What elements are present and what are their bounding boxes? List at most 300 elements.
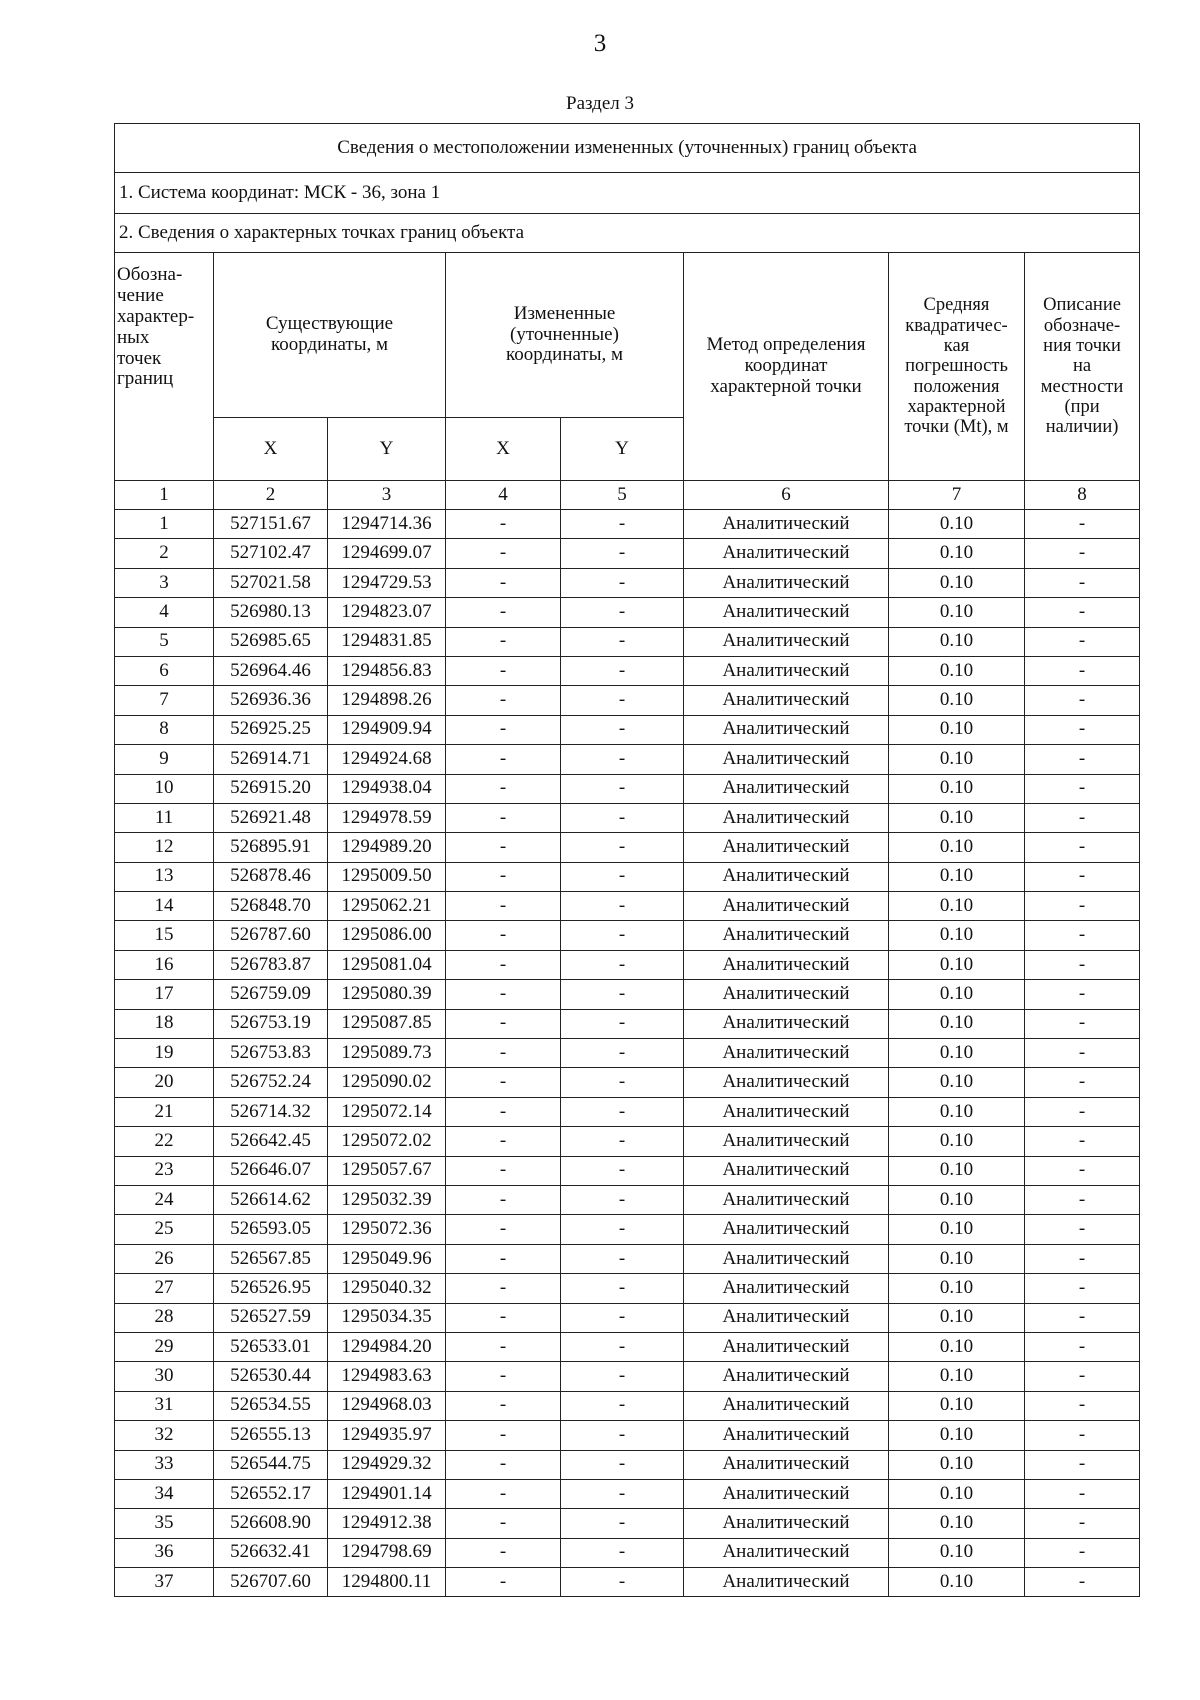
cell-method: Аналитический bbox=[684, 745, 889, 774]
cell-existing-y: 1295057.67 bbox=[328, 1156, 446, 1185]
cell-changed-y: - bbox=[561, 568, 684, 597]
cell-description: - bbox=[1025, 1509, 1140, 1538]
cell-error: 0.10 bbox=[889, 1156, 1025, 1185]
cell-changed-x: - bbox=[446, 1479, 561, 1508]
cell-changed-y: - bbox=[561, 1039, 684, 1068]
cell-error: 0.10 bbox=[889, 1568, 1025, 1597]
cell-changed-x: - bbox=[446, 1332, 561, 1361]
cell-existing-y: 1294983.63 bbox=[328, 1362, 446, 1391]
cell-existing-y: 1294823.07 bbox=[328, 598, 446, 627]
cell-changed-x: - bbox=[446, 833, 561, 862]
table-row bbox=[115, 1509, 1140, 1538]
table-body bbox=[115, 510, 1140, 1597]
cell-existing-x: 526936.36 bbox=[214, 686, 328, 715]
cell-point-id: 20 bbox=[115, 1068, 214, 1097]
cell-changed-x: - bbox=[446, 715, 561, 744]
cell-error: 0.10 bbox=[889, 1185, 1025, 1214]
coordinate-system: 1. Система координат: МСК - 36, зона 1 bbox=[115, 173, 1140, 214]
cell-changed-x: - bbox=[446, 1068, 561, 1097]
cell-existing-y: 1294909.94 bbox=[328, 715, 446, 744]
cell-point-id: 32 bbox=[115, 1421, 214, 1450]
cell-method: Аналитический bbox=[684, 1068, 889, 1097]
table-row bbox=[115, 715, 1140, 744]
cell-point-id: 24 bbox=[115, 1185, 214, 1214]
column-number: 2 bbox=[214, 481, 328, 510]
cell-error: 0.10 bbox=[889, 1538, 1025, 1567]
cell-changed-y: - bbox=[561, 1450, 684, 1479]
cell-point-id: 33 bbox=[115, 1450, 214, 1479]
table-row bbox=[115, 656, 1140, 685]
cell-error: 0.10 bbox=[889, 1215, 1025, 1244]
cell-point-id: 23 bbox=[115, 1156, 214, 1185]
cell-error: 0.10 bbox=[889, 1039, 1025, 1068]
cell-existing-x: 526753.83 bbox=[214, 1039, 328, 1068]
table-row bbox=[115, 862, 1140, 891]
table-row bbox=[115, 1068, 1140, 1097]
cell-existing-x: 526707.60 bbox=[214, 1568, 328, 1597]
cell-description: - bbox=[1025, 1068, 1140, 1097]
cell-existing-y: 1295040.32 bbox=[328, 1274, 446, 1303]
cell-changed-y: - bbox=[561, 774, 684, 803]
cell-method: Аналитический bbox=[684, 1391, 889, 1420]
cell-method: Аналитический bbox=[684, 1156, 889, 1185]
table-row bbox=[115, 950, 1140, 979]
cell-error: 0.10 bbox=[889, 1274, 1025, 1303]
cell-changed-x: - bbox=[446, 539, 561, 568]
cell-existing-y: 1294912.38 bbox=[328, 1509, 446, 1538]
table-row bbox=[115, 598, 1140, 627]
table-row bbox=[115, 1039, 1140, 1068]
table-row bbox=[115, 1274, 1140, 1303]
cell-changed-y: - bbox=[561, 510, 684, 539]
cell-changed-x: - bbox=[446, 1568, 561, 1597]
cell-existing-x: 526752.24 bbox=[214, 1068, 328, 1097]
cell-method: Аналитический bbox=[684, 1362, 889, 1391]
cell-point-id: 3 bbox=[115, 568, 214, 597]
table-row bbox=[115, 1303, 1140, 1332]
section-title: Раздел 3 bbox=[566, 93, 634, 114]
cell-point-id: 27 bbox=[115, 1274, 214, 1303]
cell-error: 0.10 bbox=[889, 627, 1025, 656]
cell-existing-x: 526555.13 bbox=[214, 1421, 328, 1450]
cell-existing-y: 1295072.02 bbox=[328, 1127, 446, 1156]
cell-error: 0.10 bbox=[889, 715, 1025, 744]
cell-point-id: 13 bbox=[115, 862, 214, 891]
table-row bbox=[115, 1009, 1140, 1038]
cell-error: 0.10 bbox=[889, 1332, 1025, 1361]
cell-existing-x: 526878.46 bbox=[214, 862, 328, 891]
cell-error: 0.10 bbox=[889, 1479, 1025, 1508]
column-number: 5 bbox=[561, 481, 684, 510]
cell-existing-x: 526980.13 bbox=[214, 598, 328, 627]
cell-method: Аналитический bbox=[684, 833, 889, 862]
cell-method: Аналитический bbox=[684, 510, 889, 539]
table-row bbox=[115, 1479, 1140, 1508]
cell-error: 0.10 bbox=[889, 892, 1025, 921]
cell-existing-x: 526593.05 bbox=[214, 1215, 328, 1244]
cell-description: - bbox=[1025, 1303, 1140, 1332]
cell-error: 0.10 bbox=[889, 568, 1025, 597]
cell-method: Аналитический bbox=[684, 1244, 889, 1273]
cell-existing-y: 1294800.11 bbox=[328, 1568, 446, 1597]
cell-method: Аналитический bbox=[684, 1303, 889, 1332]
cell-existing-y: 1294968.03 bbox=[328, 1391, 446, 1420]
cell-changed-x: - bbox=[446, 1362, 561, 1391]
cell-error: 0.10 bbox=[889, 510, 1025, 539]
cell-method: Аналитический bbox=[684, 1097, 889, 1126]
cell-changed-y: - bbox=[561, 980, 684, 1009]
cell-error: 0.10 bbox=[889, 774, 1025, 803]
cell-existing-y: 1295034.35 bbox=[328, 1303, 446, 1332]
cell-changed-x: - bbox=[446, 1538, 561, 1567]
cell-point-id: 12 bbox=[115, 833, 214, 862]
column-number: 4 bbox=[446, 481, 561, 510]
cell-description: - bbox=[1025, 1391, 1140, 1420]
cell-existing-y: 1295032.39 bbox=[328, 1185, 446, 1214]
cell-point-id: 17 bbox=[115, 980, 214, 1009]
cell-existing-y: 1295080.39 bbox=[328, 980, 446, 1009]
cell-error: 0.10 bbox=[889, 1450, 1025, 1479]
cell-changed-y: - bbox=[561, 656, 684, 685]
cell-description: - bbox=[1025, 892, 1140, 921]
cell-method: Аналитический bbox=[684, 1185, 889, 1214]
cell-method: Аналитический bbox=[684, 715, 889, 744]
cell-existing-y: 1294714.36 bbox=[328, 510, 446, 539]
column-number: 8 bbox=[1025, 481, 1140, 510]
cell-changed-y: - bbox=[561, 1215, 684, 1244]
cell-existing-y: 1294831.85 bbox=[328, 627, 446, 656]
cell-error: 0.10 bbox=[889, 745, 1025, 774]
cell-existing-x: 526534.55 bbox=[214, 1391, 328, 1420]
cell-point-id: 15 bbox=[115, 921, 214, 950]
header-existing-coords: Существующие координаты, м bbox=[214, 253, 446, 418]
cell-description: - bbox=[1025, 656, 1140, 685]
column-numbers-row bbox=[115, 481, 1140, 510]
points-header: 2. Сведения о характерных точках границ объекта bbox=[115, 214, 1140, 253]
table-row bbox=[115, 510, 1140, 539]
cell-description: - bbox=[1025, 715, 1140, 744]
cell-existing-y: 1294924.68 bbox=[328, 745, 446, 774]
cell-method: Аналитический bbox=[684, 1479, 889, 1508]
header-error: Средняя квадратичес- кая погрешность положения характерной точки (Mt), м bbox=[889, 253, 1025, 481]
cell-existing-y: 1295009.50 bbox=[328, 862, 446, 891]
cell-changed-x: - bbox=[446, 803, 561, 832]
table-row bbox=[115, 892, 1140, 921]
cell-existing-y: 1294984.20 bbox=[328, 1332, 446, 1361]
cell-changed-x: - bbox=[446, 1303, 561, 1332]
cell-existing-y: 1294699.07 bbox=[328, 539, 446, 568]
column-number: 3 bbox=[328, 481, 446, 510]
cell-description: - bbox=[1025, 1097, 1140, 1126]
cell-changed-y: - bbox=[561, 862, 684, 891]
cell-point-id: 29 bbox=[115, 1332, 214, 1361]
header-existing-y: Y bbox=[328, 418, 446, 481]
cell-point-id: 7 bbox=[115, 686, 214, 715]
cell-description: - bbox=[1025, 598, 1140, 627]
cell-error: 0.10 bbox=[889, 921, 1025, 950]
cell-description: - bbox=[1025, 1244, 1140, 1273]
cell-changed-y: - bbox=[561, 892, 684, 921]
cell-changed-y: - bbox=[561, 921, 684, 950]
cell-error: 0.10 bbox=[889, 656, 1025, 685]
cell-existing-y: 1295072.36 bbox=[328, 1215, 446, 1244]
cell-error: 0.10 bbox=[889, 980, 1025, 1009]
header-method: Метод определения координат характерной точки bbox=[684, 253, 889, 481]
cell-changed-x: - bbox=[446, 656, 561, 685]
cell-point-id: 28 bbox=[115, 1303, 214, 1332]
cell-changed-y: - bbox=[561, 1509, 684, 1538]
header-changed-y: Y bbox=[561, 418, 684, 481]
cell-method: Аналитический bbox=[684, 892, 889, 921]
table-row bbox=[115, 1185, 1140, 1214]
cell-method: Аналитический bbox=[684, 1538, 889, 1567]
cell-error: 0.10 bbox=[889, 1362, 1025, 1391]
header-description: Описание обозначе- ния точки на местности (при наличии) bbox=[1025, 253, 1140, 481]
cell-changed-x: - bbox=[446, 598, 561, 627]
cell-changed-y: - bbox=[561, 1185, 684, 1214]
cell-point-id: 30 bbox=[115, 1362, 214, 1391]
cell-changed-y: - bbox=[561, 950, 684, 979]
cell-description: - bbox=[1025, 1039, 1140, 1068]
cell-point-id: 14 bbox=[115, 892, 214, 921]
column-number: 6 bbox=[684, 481, 889, 510]
cell-changed-y: - bbox=[561, 1156, 684, 1185]
cell-method: Аналитический bbox=[684, 686, 889, 715]
cell-existing-y: 1294978.59 bbox=[328, 803, 446, 832]
cell-existing-y: 1295086.00 bbox=[328, 921, 446, 950]
cell-method: Аналитический bbox=[684, 1127, 889, 1156]
cell-point-id: 22 bbox=[115, 1127, 214, 1156]
cell-existing-x: 526964.46 bbox=[214, 656, 328, 685]
table-row bbox=[115, 1244, 1140, 1273]
cell-existing-y: 1294729.53 bbox=[328, 568, 446, 597]
cell-existing-x: 526714.32 bbox=[214, 1097, 328, 1126]
cell-description: - bbox=[1025, 1450, 1140, 1479]
table-row bbox=[115, 627, 1140, 656]
cell-description: - bbox=[1025, 950, 1140, 979]
cell-changed-x: - bbox=[446, 1156, 561, 1185]
cell-existing-y: 1295072.14 bbox=[328, 1097, 446, 1126]
cell-method: Аналитический bbox=[684, 774, 889, 803]
cell-error: 0.10 bbox=[889, 1009, 1025, 1038]
table-row bbox=[115, 1215, 1140, 1244]
cell-method: Аналитический bbox=[684, 1332, 889, 1361]
cell-method: Аналитический bbox=[684, 627, 889, 656]
cell-method: Аналитический bbox=[684, 1421, 889, 1450]
cell-changed-y: - bbox=[561, 715, 684, 744]
cell-changed-x: - bbox=[446, 1009, 561, 1038]
cell-changed-y: - bbox=[561, 745, 684, 774]
table-row bbox=[115, 774, 1140, 803]
cell-existing-x: 526646.07 bbox=[214, 1156, 328, 1185]
cell-changed-x: - bbox=[446, 1244, 561, 1273]
cell-changed-y: - bbox=[561, 1274, 684, 1303]
cell-changed-y: - bbox=[561, 1391, 684, 1420]
cell-error: 0.10 bbox=[889, 598, 1025, 627]
cell-error: 0.10 bbox=[889, 1421, 1025, 1450]
column-number: 1 bbox=[115, 481, 214, 510]
cell-changed-y: - bbox=[561, 1332, 684, 1361]
cell-existing-x: 526759.09 bbox=[214, 980, 328, 1009]
table-row bbox=[115, 1332, 1140, 1361]
cell-method: Аналитический bbox=[684, 568, 889, 597]
cell-point-id: 25 bbox=[115, 1215, 214, 1244]
cell-point-id: 16 bbox=[115, 950, 214, 979]
table-row bbox=[115, 980, 1140, 1009]
cell-point-id: 5 bbox=[115, 627, 214, 656]
table-row bbox=[115, 1391, 1140, 1420]
cell-point-id: 31 bbox=[115, 1391, 214, 1420]
cell-existing-x: 526787.60 bbox=[214, 921, 328, 950]
cell-method: Аналитический bbox=[684, 1009, 889, 1038]
cell-point-id: 34 bbox=[115, 1479, 214, 1508]
cell-point-id: 1 bbox=[115, 510, 214, 539]
cell-changed-y: - bbox=[561, 686, 684, 715]
cell-changed-x: - bbox=[446, 1509, 561, 1538]
cell-changed-y: - bbox=[561, 539, 684, 568]
cell-existing-x: 526895.91 bbox=[214, 833, 328, 862]
cell-error: 0.10 bbox=[889, 1303, 1025, 1332]
cell-point-id: 4 bbox=[115, 598, 214, 627]
cell-changed-y: - bbox=[561, 1568, 684, 1597]
cell-point-id: 6 bbox=[115, 656, 214, 685]
cell-changed-y: - bbox=[561, 1479, 684, 1508]
cell-changed-x: - bbox=[446, 1039, 561, 1068]
cell-error: 0.10 bbox=[889, 1068, 1025, 1097]
cell-existing-x: 526608.90 bbox=[214, 1509, 328, 1538]
cell-changed-x: - bbox=[446, 568, 561, 597]
table-row bbox=[115, 539, 1140, 568]
cell-existing-x: 526753.19 bbox=[214, 1009, 328, 1038]
cell-existing-x: 526526.95 bbox=[214, 1274, 328, 1303]
cell-existing-x: 527102.47 bbox=[214, 539, 328, 568]
cell-changed-x: - bbox=[446, 1097, 561, 1126]
cell-method: Аналитический bbox=[684, 598, 889, 627]
cell-changed-x: - bbox=[446, 1391, 561, 1420]
cell-method: Аналитический bbox=[684, 803, 889, 832]
cell-point-id: 18 bbox=[115, 1009, 214, 1038]
cell-method: Аналитический bbox=[684, 1039, 889, 1068]
cell-existing-x: 526985.65 bbox=[214, 627, 328, 656]
cell-method: Аналитический bbox=[684, 862, 889, 891]
cell-changed-x: - bbox=[446, 1127, 561, 1156]
table-row bbox=[115, 1127, 1140, 1156]
cell-description: - bbox=[1025, 539, 1140, 568]
cell-description: - bbox=[1025, 1568, 1140, 1597]
cell-existing-y: 1295087.85 bbox=[328, 1009, 446, 1038]
cell-changed-y: - bbox=[561, 833, 684, 862]
cell-existing-x: 526530.44 bbox=[214, 1362, 328, 1391]
cell-existing-x: 526921.48 bbox=[214, 803, 328, 832]
table-row bbox=[115, 1450, 1140, 1479]
cell-method: Аналитический bbox=[684, 1568, 889, 1597]
cell-existing-y: 1294901.14 bbox=[328, 1479, 446, 1508]
cell-changed-x: - bbox=[446, 745, 561, 774]
cell-changed-y: - bbox=[561, 1068, 684, 1097]
table-row bbox=[115, 833, 1140, 862]
cell-error: 0.10 bbox=[889, 1509, 1025, 1538]
page-number: 3 bbox=[593, 30, 607, 57]
cell-changed-x: - bbox=[446, 686, 561, 715]
cell-method: Аналитический bbox=[684, 1215, 889, 1244]
cell-description: - bbox=[1025, 862, 1140, 891]
cell-existing-x: 526925.25 bbox=[214, 715, 328, 744]
cell-changed-x: - bbox=[446, 980, 561, 1009]
cell-existing-x: 527151.67 bbox=[214, 510, 328, 539]
table-title: Сведения о местоположении измененных (уточненных) границ объекта bbox=[115, 124, 1140, 173]
cell-existing-x: 526848.70 bbox=[214, 892, 328, 921]
cell-existing-x: 526632.41 bbox=[214, 1538, 328, 1567]
cell-point-id: 11 bbox=[115, 803, 214, 832]
cell-description: - bbox=[1025, 1421, 1140, 1450]
cell-changed-x: - bbox=[446, 1215, 561, 1244]
cell-changed-y: - bbox=[561, 1538, 684, 1567]
cell-existing-y: 1295090.02 bbox=[328, 1068, 446, 1097]
cell-changed-x: - bbox=[446, 627, 561, 656]
cell-changed-x: - bbox=[446, 892, 561, 921]
cell-existing-y: 1294898.26 bbox=[328, 686, 446, 715]
cell-error: 0.10 bbox=[889, 1097, 1025, 1126]
header-changed-coords: Измененные (уточненные) координаты, м bbox=[446, 253, 684, 418]
cell-method: Аналитический bbox=[684, 1509, 889, 1538]
table-row bbox=[115, 1156, 1140, 1185]
cell-description: - bbox=[1025, 803, 1140, 832]
coordinates-table bbox=[114, 123, 1140, 1597]
table-row bbox=[115, 568, 1140, 597]
cell-error: 0.10 bbox=[889, 1391, 1025, 1420]
cell-description: - bbox=[1025, 627, 1140, 656]
cell-description: - bbox=[1025, 1538, 1140, 1567]
table-row bbox=[115, 921, 1140, 950]
cell-existing-x: 526642.45 bbox=[214, 1127, 328, 1156]
cell-changed-x: - bbox=[446, 862, 561, 891]
cell-existing-y: 1294989.20 bbox=[328, 833, 446, 862]
cell-changed-x: - bbox=[446, 1421, 561, 1450]
cell-changed-x: - bbox=[446, 1274, 561, 1303]
cell-error: 0.10 bbox=[889, 1244, 1025, 1273]
cell-error: 0.10 bbox=[889, 862, 1025, 891]
cell-changed-x: - bbox=[446, 921, 561, 950]
cell-method: Аналитический bbox=[684, 656, 889, 685]
cell-point-id: 19 bbox=[115, 1039, 214, 1068]
cell-existing-y: 1294938.04 bbox=[328, 774, 446, 803]
cell-changed-y: - bbox=[561, 627, 684, 656]
cell-error: 0.10 bbox=[889, 950, 1025, 979]
table-row bbox=[115, 1421, 1140, 1450]
cell-changed-x: - bbox=[446, 1185, 561, 1214]
cell-changed-y: - bbox=[561, 1362, 684, 1391]
cell-description: - bbox=[1025, 774, 1140, 803]
cell-description: - bbox=[1025, 1009, 1140, 1038]
cell-point-id: 8 bbox=[115, 715, 214, 744]
cell-method: Аналитический bbox=[684, 921, 889, 950]
cell-description: - bbox=[1025, 1127, 1140, 1156]
cell-changed-y: - bbox=[561, 1127, 684, 1156]
table-row bbox=[115, 1538, 1140, 1567]
cell-existing-y: 1294935.97 bbox=[328, 1421, 446, 1450]
cell-method: Аналитический bbox=[684, 1274, 889, 1303]
cell-existing-x: 526614.62 bbox=[214, 1185, 328, 1214]
cell-existing-y: 1295089.73 bbox=[328, 1039, 446, 1068]
cell-existing-x: 527021.58 bbox=[214, 568, 328, 597]
cell-error: 0.10 bbox=[889, 1127, 1025, 1156]
cell-description: - bbox=[1025, 1185, 1140, 1214]
table-row bbox=[115, 745, 1140, 774]
cell-error: 0.10 bbox=[889, 686, 1025, 715]
cell-existing-x: 526533.01 bbox=[214, 1332, 328, 1361]
cell-point-id: 35 bbox=[115, 1509, 214, 1538]
cell-description: - bbox=[1025, 686, 1140, 715]
